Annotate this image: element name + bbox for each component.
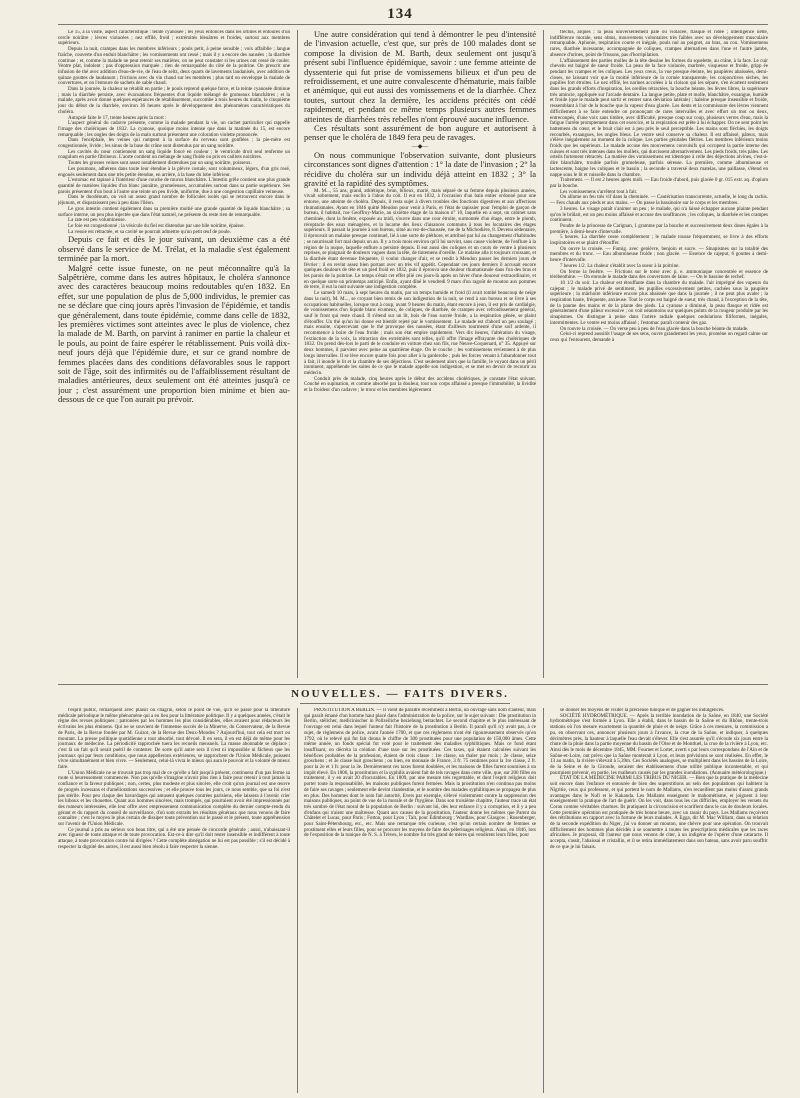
column-rule <box>297 30 298 678</box>
article-paragraph: On nous communique l'observation suivante, dont plusieurs circonstances sont dignes d'attention : 1° la date de l'invasion ; 2° la récidive du choléra sur un individu déjà atteint en 1832 ; 3° la gravité et la rapidité des symptômes. <box>304 149 536 189</box>
column-rule <box>297 708 298 1093</box>
article-paragraph: Le 15, à la visite, aspect caractéristique : teinte cyanosée ; les yeux enfoncés dans les orbites et entourés d'un cercle noirâtre ; lèvres violacées ; nez effilé, froid ; extrémités bleuâtres et froides, surtout aux membres supérieurs. <box>58 30 290 47</box>
section-heading: NOUVELLES. — FAITS DIVERS. <box>291 688 509 700</box>
article-paragraph: On rouvre la croisée. — On verse peu à peu de l'eau glacée dans la bouche béante du malade. <box>560 325 749 332</box>
article-paragraph: l'esprit public, remarquent avec plaisir ou chagrin, selon le point de vue, qu'il se passe pour la littérature médicale périodique le même phénomène qui a eu lieu pour la littérature politique. Il y a quelques années, c'était le règne des revues politiques ; patronées par les hommes les plus considérables, elles avaient pour rédacteurs les écrivains les plus éminens. Qui ne se souvient de l'immense succès de la Minerve, du Conservateur, de la Revue de Paris, de la Revue fondée par M. Guizot, de la Revue des Deux-Mondes ? Aujourd'hui, tout cela est mort ou mourant. La presse politique quotidienne a tout absorbé, tout dévoré. Il en sera, il en est déjà de même pour les journaux de médecine. La périodicité rapprochée tuera les recueils mensuels. La masse abonnable se déplace ; c'est là un fait qu'il serait puéril de contester. De sorte qu'il autre sera il n'est ni impossible ni fâcheux que les journaux qui par leurs conditions, que nous appellerons extérieures, se rapprochent de l'Union Médicale, puissent vivre simultanément et bien vivre. — Seulement, celui-là vivra le mieux qui aura le pouvoir et la volonté de mieux faire. <box>58 708 290 771</box>
separator-ornament: —◆— <box>411 143 429 150</box>
article-paragraph: La vessie est rétractée, et sa cavité ne pourrait admettre qu'un petit œuf de poule. <box>68 228 231 235</box>
article-paragraph: Autopsie faite le 17, trente heures après la mort : <box>68 114 167 121</box>
article-paragraph: Poudre de la princesse de Carignan, 1 gramme par la bouche et successivement deux doses égales à la première, à demi-heure d'intervalle. <box>550 222 768 235</box>
article-paragraph: M. M..., 55 ans, grand, athlétique, brun, bilieux, marié, mais séparé de sa femme depuis plusieurs années, vivait sobrement, mais enclin à l'abus du coït. Il eut en 1832, à l'occasion d'un bain entier ordonné pour une entorse, une atteinte de choléra. Depuis, il resta sujet à divers troubles des fonctions digestives et aux affections rhumatismales. Ayant en 1846 quitté Meudon pour venir à Paris, et l'état de tapissier pour l'emploi de garçon de bureau, il habitait, rue Geoffroy-Marie, au sixième étage de la maison n° 10, laquelle en a sept, un cabinet sans cheminée, dont la fenêtre, exposée au midi, s'ouvre dans une cour étroite, surmontée d'un étage, entre le plomb, réceptacle des eaux ménagères, et la lucarne des lieux d'aisances communs à tous les locataires des étages supérieurs. Il passait la journée à son bureau, situé au rez-de-chaussée, rue de la Michodière, 8. Devenu sédentaire, il éprouvait un malaise presque continuel, lié à une sorte de pléthore, et attribué par lui au changement d'habitudes ; se nourrissait fort mal depuis un an. Il y a trois mois environ qu'il lui survint, sans cause violente, de l'enflure à la région de la nuque, laquelle enflure a persisté depuis. Il eut aussi des coliques et un cours de ventre à plusieurs reprises, se plaignait de douleurs vagues dans la tête, de tintemens d'oreille. Ce malaise alla it toujours croissant, et la diarrhée étant devenue fréquente, il voulut changer d'air, et se rendit à Meudon passer les derniers jours de février ; il en revint assez bien portant avec un très vif appétit. Cependant ces jours derniers il accusait encore quelques douleurs de tête et un pied froid en 1832, puis il éprouva une douleur rhumatismale dans l'un des bras et les parois de la poitrine. Le temps s'était cet effet plié ces jours-là après un hiver d'une douceur extraordinaire, et en quelque sorte un printemps anticipé. Enfin, ayant dîné le vendredi 9 mars d'un ragoût de mouton aux pommes de terre, il eut la nuit suivante une indigestion complète. <box>304 187 536 291</box>
column-rule <box>543 30 544 678</box>
article-paragraph: Conduit près de malade, cinq heures après le début des accidens cholériques, je constate l'état suivant. Couché en supination, et comme absorbé par la douleur, tout son corps affaissé a presque l'immobilité, la lividité et la froideur d'un cadavre ; le tronc et les membres légèrement <box>304 375 536 394</box>
article-paragraph: Les cavités du cœur contiennent un sang liquide foncé en couleur ; le ventricule droit seul renferme un coagulum en partie fibrineux. L'aorte contient un mélange de sang fluide ou pris en caillots noirâtres. <box>58 148 290 161</box>
article-paragraph: Depuis la nuit, crampes dans les membres inférieurs ; pouls petit, à peine sensible ; voix affaiblie ; langue fraîche, couverte d'un enduit blanchâtre ; les vomissements ont cessé ; mais il y a encore des nausées ; la diarrhée continue ; et, comme la malade ne peut retenir ses matières, on ne peut constater si les urines ont cessé de couler. Ventre plat, indolent ; pas d'oppression marquée ; rien de remarquable du côté de la poitrine. On prescrit une infusion de thé avec addition d'eau-de-vie, de l'eau de seltz, deux quarts de lavements laudanisés, avec addition de quinze gouttes de laudanum ; frictions avec du vin chaud sur les membres ; plus tard on enveloppe la malade de couvertures, et on l'entoure de sachets de sable chaud. <box>58 46 290 87</box>
article-paragraph: PROSTITUTION A BERLIN. — Il vient de paraître récemment à Berlin, un ouvrage sans nom d'auteur, mais qui paraît émané d'un homme haut placé dans l'administration de la police, sur le sujet suivant : Die prostitution in Berlin, stélicher, medicinischer in Polizeiliche beziehung betrachtet. Le second chapitre et le plus intéressant de l'ouvrage est celui dans lequel l'auteur fait l'histoire de la prostitution à Berlin. Il paraît qu'il n'y avait pas, à ce sujet, de règlemens de police, avant l'année 1700, et que ces règlemens n'ont été rigoureusement observés qu'en 1792, où le relevé qui fut fait donna le chiffre de 300 prostituées pour une population de 150,000 âmes. Cette même année, un fonds spécial fut voté pour le traitement des maladies syphilitiques. Mais ce fond étant insuffisant, on décréta la création d'une taxe sur les prostituées. Ces taxes, qui étaient calculées suivant les bénéfices probables de la profession, étaient de trois classe : 1re classe, un thaler par mois ; 2e classe, seize groschens ; et 3e classe huit groschens ; ou bien, en monnaie de France, 3 fr. 75 centimes pour la 1re classe, 2 fr. pour la 2e et 1 fr. pour la 3e. Dernièrement ces taxes furent doublées, et les maisons de filles furent soumises à un impôt élevé. En 1806, la prostitution et la syphilis avaient fait de tels ravages dans cette ville, que, sur 200 filles en traitement, il y en avait 20 d'incurables. En 1809, par une mesure très regrettable, et dont l'esprit religieux doit porter toute la responsabilité, les maisons publiques furent fermées. Mais la prostitution n'en continua pas moins de faire ses ravages ; seulement elle devint clandestine, et le nombre des malades syphilitiques se propagea de plus en plus. Des hommes dont le nom fait autorité, Evers par exemple, s'élevé violemment contre la suppression des maisons publiques, au point de vue de la morale et de l'hygiène. Dans son troisième chapitre, l'auteur trace un état très sombre de l'état moral de la population de Berlin : suivant lui, dès leur enfance il y a corruption, et il y a peu d'enfans qui n'aient une maîtresse. Quant aux causes de la prostitution, l'auteur donne les mêmes que Parent du Châtelet et Lucas, pour Paris ; Fotton, pour Lyon ; Tait, pour Édimbourg ; Wardlaw, pour Glasgow ; Rosenberger, pour Saint-Pétersbourg, etc., etc. Mais une remarque très curieuse, c'est qu'un certain nombre de femmes se prostituent elles et leurs filles, pour se procurer les moyens de faire des pèlerinages religieux. Ainsi, en 1846, lors de l'exposition de la tunique de N. S. à Trèves, le nombre fut très grand de mères qui vendirent leurs filles, pour <box>304 708 536 839</box>
article-paragraph: se donner les moyens de visiter la précieuse tunique et de gagner les indulgences. <box>560 708 725 713</box>
article-paragraph: 7 heures 1/2. La chaleur s'établit avec la sueur à la poitrine. <box>560 262 680 269</box>
page-number: 134 <box>387 6 413 22</box>
article-paragraph: Une autre considération qui tend à démontrer le peu d'intensité de l'invasion actuelle, c'est que, sur près de 100 malades dont se compose la division de M. Barth, deux seulement ont jusqu'à présent subi l'influence épidémique, savoir : une femme atteinte de dyssenterie qui fut prise de vomissemens bilieux et d'un peu de refroidissement, et une autre convalescente d'hématurie, mais faible et anémique, qui eut aussi des vomissemens et de la diarrhée. Chez toutes, surtout chez la dernière, les accidens précités ont cédé rapidement, et pendant ce même temps plusieurs autres femmes atteintes de diarrhées très rebelles n'ont éprouvé aucune influence. <box>304 30 536 124</box>
article-paragraph: Dans l'encéphale, les veines qui rampent à la surface du cerveau sont gonflées ; la pie-mère est congestionnée, livide ; les sinus de la base du crâne sont distendus par un sang noirâtre. <box>58 137 290 150</box>
article-paragraph: On allume un feu très vif dans la cheminée. — Cautérisation transcurrente, actuelle, le long du rachis. — Fers chauds aux pieds et aux mains. — On passe la bassinoire sur le corps et les membres. <box>550 194 768 207</box>
article-paragraph: SOCIÉTÉ HYDROMÉTRIQUE. — Après la terrible inondation de la Saône, en 1840, une Société hydrométrique s'est formée à Lyon. Elle a établi, dans le bassin de la Saône et du Rhône, trente-trois stations où l'on mesure exactement la quantité de pluie et de neige. Grâce à ces mesures, la commission a pu, en observant ces, annoncer plusieurs jours à l'avance, la crue de la Saône, et indiquer, à quelques décimètres près, la hauteur à laquelle l'eau devait s'élever. Elle s'est assurée qu'il s'écoule six jours entre la chute de la pluie dans la partie moyenne du bassin de l'Oise et de Montluel, la crue de la rivière à Lyon, etc. Ainsi dès le mois de décembre 1845, MM. Fournet et Lortet, averti s par leurs correspondans de l'Ain et de Saône-et-Loire, ont prévu que la Saône monterait à Lyon, et leurs prévisions se sont réalisées. En effet, le 13 au matin, la rivière s'élevait à 5,39m. Ces Sociétés analogues, se multiplient dans les bassins de la Loire, de la Seine et de la Gironde, seraient des établissemens d'une utilité publique incontestable, et qui pourraient prévenir, en partie, les malheurs causés par les grandes inondations. (Annuaire météorologique.) <box>550 712 768 776</box>
article-paragraph: 5 heures. La diarrhée cesse complètement ; le malade tousse fréquemment, se livre à des efforts inspiratoires et se plaint d'étouffer. <box>550 234 768 247</box>
column-3 <box>550 30 768 678</box>
article-paragraph: Celui-ci reprend aussitôt l'usage de ses sens, ouvre grandement les yeux, promène un regard calme sur ceux qui l'entourent, demande à <box>550 331 768 343</box>
article-paragraph: Ces résultats sont assurément de bon augure et autorisent à penser que le choléra de 1849 fera peu de ravages. <box>304 123 536 143</box>
article-paragraph: L'aspect général du cadavre présente, comme la malade pendant la vie, un cachet particulier qui rappelle l'image des cholériques de 1832. La cyanose, quoique moins intense que dans la matinée du 15, est encore remarquable ; les ongles des doigts de la main surtout présentent une coloration violette prononcée. <box>58 120 290 138</box>
article-paragraph: L'estomac est tapissé à l'intérieur d'une couche de mucus blanchâtre. L'intestin grêle contient une plus grande quantité de matières liquides d'un blanc jaunâtre, grumeleuses, accumulées surtout dans sa partie supérieure. Ses parois présentent d'un bout à l'autre une teinte un peu livide, uniforme, due à une congestion capillaire veineuse. <box>58 177 290 195</box>
article-paragraph: Les poumons, adhérens dans toute leur étendue à la plèvre costale, sont volumineux, légers, d'un gris rosé, engoués seulement dans une très petite étendue, en arrière, à la base du lobe inférieur. <box>58 165 290 178</box>
top-rule <box>58 24 768 25</box>
article-paragraph: La rate est peu volumineuse. <box>68 217 126 224</box>
article-paragraph: Les vomissemens s'arrêtent tout à fait. <box>560 188 638 195</box>
column-rule <box>543 708 544 1093</box>
section-rule <box>300 703 510 704</box>
column-6 <box>550 708 768 1093</box>
article-paragraph: On ouvre la croisée. — Fumig. avec genièvre, benjoin et sucre. — Sinapismes sur la totalité des membres et du tronc. — Eau albumineuse froide ; non glacée. — Essence de cajeput, 6 gouttes à demi-heure d'intervalle. <box>550 245 768 264</box>
article-paragraph: Ce journal a pris au sérieux son beau titre, qui a été une pensée de concorde générale ; aussi, n'abaissant-il avec rigueur de toute attaque et de toute provocation. Est-ce-à dire qu'il doit rester insensible et indifférent à toute attaque, à toute provocation contre lui dirigées ? Cette complète abnégation ne lui est pas possible ; s'il est décidé à respecter la dignité des autres, il est aussi bien résolu à faire respecter la sienne. <box>58 826 290 850</box>
article-paragraph: Traitement. — Il est 2 heures après midi. — Eau froide d'abord, puis glacée 0 gr. 015 extr. aq. d'opium par la bouche. <box>550 177 768 189</box>
article-paragraph: L'affaissement des parties molles de la tête dessine les formes du squelette, au crâne, à la face. Le cuir chevelu est baigné de sueur froide. La peau de la face violacée, marbrée, visqueuse et froide, gripp ée pendant les crampes et les coliques. Les yeux creux, la vue presque éteinte, les paupières abaissées, demi-closes, ne laissant voir que la moitié inférieure de la cornée transparente, les conjonctives sèches, les pupilles fort étroites. Le nez effilé, les narines accolées à la cloison qui les sépare, s'en écartent seulement dans les grands efforts d'inspiration, les oreilles rétractées, la bouche béante, les lèvres libres, la supérieure très amincie, appliquée sur l'arcade dentaire. La langue petite, plate et molle, blanchâtre, exsangue, humide et froide (que le malade peut sortir et rentrer sans déviation latérale) ; haleine presque insensible et froide, ressemblant à l'air de la bouche que la vapeur d'eau glacée. Les dents et la commissure des lèvres viennent difficilement à se faire entendre on prononçant de rares intervalles et avec effort un mot ou deux, entrecoupés, d'une voix sans timbre, avec difficulté, presque coup sur coup, plusieurs verres d'eau, mais la fatigue l'arrête promptement dans cet exercice, et la respiration est prête à lui échapper. On ne sent point les battemens du cœur, et le bruit clair est à peu près le seul perceptible. Les mains sont fléchies, les doigts recourbés, exsangues, les ongles bleus. Le ventre seul conserve sa chaleur. Il est affaissé, pâteux, mais s'élève inégalement au moment de la colique. Les parties génitales flétries. Les membres inférieurs moins froids que les supérieurs. Le malade accuse des mouvemens convulsifs qui occupent la partie interne des cuisses et sont très intenses dans les mollets, qui durcissent alternativement. Les pieds froids, très pâles. Les orteils fortement rétractés. La matière des vomissemens est identique à celle des déjections alvines, c'est-à-dire blanchâtre, trouble parfois grumeleuse, parfois séreuse. La première, comme albumineuse et lactescente, baigne les coliques et le bassin ; la seconde a traversé deux matelas, une paillasse, s'étend en nappe sous le lit et ruisselle dans la chambre. <box>550 57 768 178</box>
column-4 <box>58 708 290 1093</box>
article-paragraph: Malgré cette issue funeste, on ne peut méconnaître qu'à la Salpêtrière, comme dans les autres hôpitaux, le choléra s'annonce avec des caractères beaucoup moins redoutables qu'en 1832. En effet, sur une population de plus de 5,000 individus, le premier cas ne se déclare que cinq jours après l'invasion de l'épidémie, et tandis que généralement, dans toute épidémie, comme dans celle de 1832, les premières victimes sont atteintes avec le plus de violence, chez la malade de M. Barth, on parvint à ranimer en partie la chaleur et le pouls, au point de faire espérer le rétablissement. Puis voilà dix-neuf jours déjà que l'épidémie dure, et sur ce grand nombre de femmes placées dans des conditions défavorables sous le rapport soit de l'âge, soit des infirmités ou de l'affaiblissement résultant de maladies antérieures, deux seulement ont été atteintes jusqu'à ce jour ; c'est assurément une proportion bien minime et bien au-dessous de ce que l'on aurait pu prévoir. <box>58 262 290 405</box>
article-paragraph: Le foie est congestionné ; la vésicule du fiel est distendue par une bile noirâtre, épaisse. <box>68 222 245 229</box>
column-1 <box>58 30 290 678</box>
article-paragraph: Dans le duodénum, on voit un assez grand nombre de follicules isolés qui se retrouvent encore dans le jéjunum, et disparaissent peu à peu dans l'iléon. <box>58 194 290 207</box>
article-paragraph: fléchis, arqués ; la peau universellement pâle ou violacée, flasque et ridée ; intelligence nette, indifférence morale, sens obtus, mouvemens volontaires très faibles avec un développement musculaire remarquable. Aphonie, respiration courte et inégale, pouls nul au poignet, au bras, au cou. Vomissemens rares, diarrhée incessante, accompagnée de coliques, crampes alternatives dans l'une et l'autre jambe, absence d'urines, point de frissons, pas d'horripilation. <box>550 30 768 58</box>
article-paragraph: Depuis ce fait et dès le jour suivant, un deuxième cas a été observé dans le service de M. Trélat, et la maladie s'est également terminée par la mort. <box>58 234 290 264</box>
article-paragraph: L'Union Médicale ne se trouvait pas trop mal de ce qu'elle a fait jusqu'à présent, continuera d'un pas ferme sa route si heureusement commencée. Non pas qu'elle s'imagine n'avoir plus rien à faire pour retenir à tout jamais la confiance et la faveur publiques ; non, certes, plus modeste et plus sincère, elle croit qu'un journal est une œuvre de progrès incessans et d'améliorations successives ; et elle prouve tous les jours, ce nous semble, que sa foi n'est pas stérile. Pour peu claque des bavardages qui amusent quelques contrées parisiens, elle laissera à l'avenir crier les hiboux et les chouettes. Quant aux hommes sincères, mais trompés, qui pourraient avoir été impressionnés par des rumeurs intéressées, elle leur offre avec empressement communication complète du dernier compte-rendu du gérant et du rapport du conseil de surveillance, d'où sont extraits les résultats généraux que nous venons de faire connaître ; c'est le moyen le plus certain de dissiper toute prévention sur le passé et le présent, toute appréhension sur l'avenir de l'Union Médicale. <box>58 769 290 828</box>
column-5 <box>304 708 536 1093</box>
article-paragraph: Dans la journée, la chaleur se rétablit en partie ; le pouls reprend quelque force, et la teinte cyanosée diminue ; mais la diarrhée persiste, avec évacuations fréquentes d'un liquide mélangé de grumeaux blanchâtres ; et la malade, après avoir donné quelques espérances de rétablissement, succombe à trois heures du matin, le cinquième jour du début de la diarrhée, environ 36 heures après le développement des phénomènes caractéristiques du choléra. <box>58 86 290 115</box>
article-paragraph: 3 heures. Le visage paraît s'animer un peu ; le malade, qui n'a laissé échapper aucune plainte pendant qu'on le brûlait, est un peu moins affaissé et accuse des souffrances ; les coliques, la diarrhée et les crampes continuent. <box>550 205 768 224</box>
article-paragraph: On ferme la fenêtre. — Frictions sur le torse avec p. e. ammoniaque concentrée et essence de térébenthine. — On enroule le malade dans des couvertures de laine. — On le bassine de rechef. <box>550 268 768 281</box>
article-paragraph: ÉTAT DE LA MÉDECINE PARMI LES TRIBUS DU NIGER. — Bien que la pratique de la médecine soit encore dans l'enfance et entourée de bien des superstitions au sein des populations qui habitent la Nigritie, ceux qui professent, et qui portent le nom de Mallams, n'en recueillent pas moins d'assez grands avantages dans le Nufi et le Kakanda. Les Mallams enseignent le mahométisme, et joignent à leur enseignement la pratique de l'art de guérir. On les voit, dans tous les cas difficiles, employer les versets du Coran comme véritables charmes. Ils pratiquent la circoncision et scarifient dans le cas de douleurs locales. Cette première opération est pratiquée de très bonne heure, avec un rasoir du pays. Les Mallams reçoivent des rétributions en rapport avec la fortune de leurs malades. À Egga, dit M. Mac William, dans sa relation de la seconde expédition du Niger, j'ai vu donner un mouton, une chèvre pour une opération. On trouvait difficilement des hommes plus décidés à se soumettre à toutes les prescriptions médicales que les races africaines. Je proposai, dit l'auteur que nous venons de citer, à un indigène de l'opérer d'une cataracte. Il accepta, s'assit, l'abaissai et cristallin, et il se retira immédiatement dans son bateau, sans avoir paru souffrir de ce que je lui faisais. <box>550 775 768 850</box>
article-paragraph: Le samedi 10 mars, à sept heures du matin, par un temps humide et froid (il avait tombé beaucoup de neige dans la nuit), M. M..., se croyant bien remis de son indigestion de la nuit, se rend à son bureau et se livre à ses occupations habituelles, lorsque tout à coup, avant 9 heures du matin, étant encore à jeun, il est pris de cardialgie, de vomissemens d'un liquide blanc écumeux, de coliques, de diarrhée, de crampes avec refroidissement général, sauf le front qui reste chaud. Il s'étend sur un lit, bois de l'eau sucrée froide, a la respiration gênée, se plaint d'étouffer. Un thé qu'un lui donne est bientôt rejeté par le vomissement. Le malade est d'abord un peu soulagé ; mais ensuite, s'apercevant que le thé provoque des nausées, étant d'ailleurs tourmenté d'une soif ardente, il recommence à boire de l'eau froide ; mais son état empire rapidement. Vers dix heures, l'altération du visage, l'extinction de la voix, la rétraction des extrémités sont telles, qu'il offre l'image effrayante des cholériques de 1832. On prend dès-lors le parti de le conduire en voiture chez son fils, rue Neuve-Coquenard, n° 35. Appuyé sur deux hommes, il parvient avec peine au quatrième étage. On le couche ; les vomissemens reviennent à de plus longs intervalles. Il se lève encore quatre fois pour aller à la garderobe ; puis les forces venant à l'abandonner tout à fait, il inonde le lit et la chambre de ses déjections. C'est seulement alors que la famille, le voyant dans un péril imminent, appréhende les suites de ce que le malade appelle son indigestion, et se met en devoir de recourir au médecin. <box>304 290 536 376</box>
column-2 <box>304 30 536 678</box>
article-paragraph: Toutes les grosses veines sont assez notablement distendues par un sang noirâtre, poisseux. <box>68 160 252 167</box>
article-paragraph: 10 1/2 du soir. La chaleur est étouffante dans la chambre du malade. l'air imprégné des vapeurs du cajeput ; le malade privé de sentiment, les pupilles excessivement petites, cachées sous la paupière supérieure ; la mâchoire inférieure encore plus abaissée que dans la journée ; il ne peut plus avaler ; la respiration haute, fréquente, anxieuse. Tout le corps est baigné de sueur, très chaud, à l'exception de la tête, de la paume des mains et de la plante des pieds. La cyanose a diminué, la peau flasque et ridée est généralement d'une pâleur excessive ; on voit néanmoins sur quelques points de la rougeur produite par les sinapismes. On distingue à peine dans l'artère radiale quelques ondulations filiformes, inégales, intermittentes. Le ventre est moins affaissé ; l'estomac paraît contenir des gaz. <box>550 279 768 326</box>
article-paragraph: Le gros intestin contient également dans sa première moitié une grande quantité de liquide blanchâtre ; sa surface interne, un peu plus injectée que dans l'état naturel, ne présente du reste rien de remarquable. <box>58 205 290 218</box>
section-rule <box>58 684 768 685</box>
